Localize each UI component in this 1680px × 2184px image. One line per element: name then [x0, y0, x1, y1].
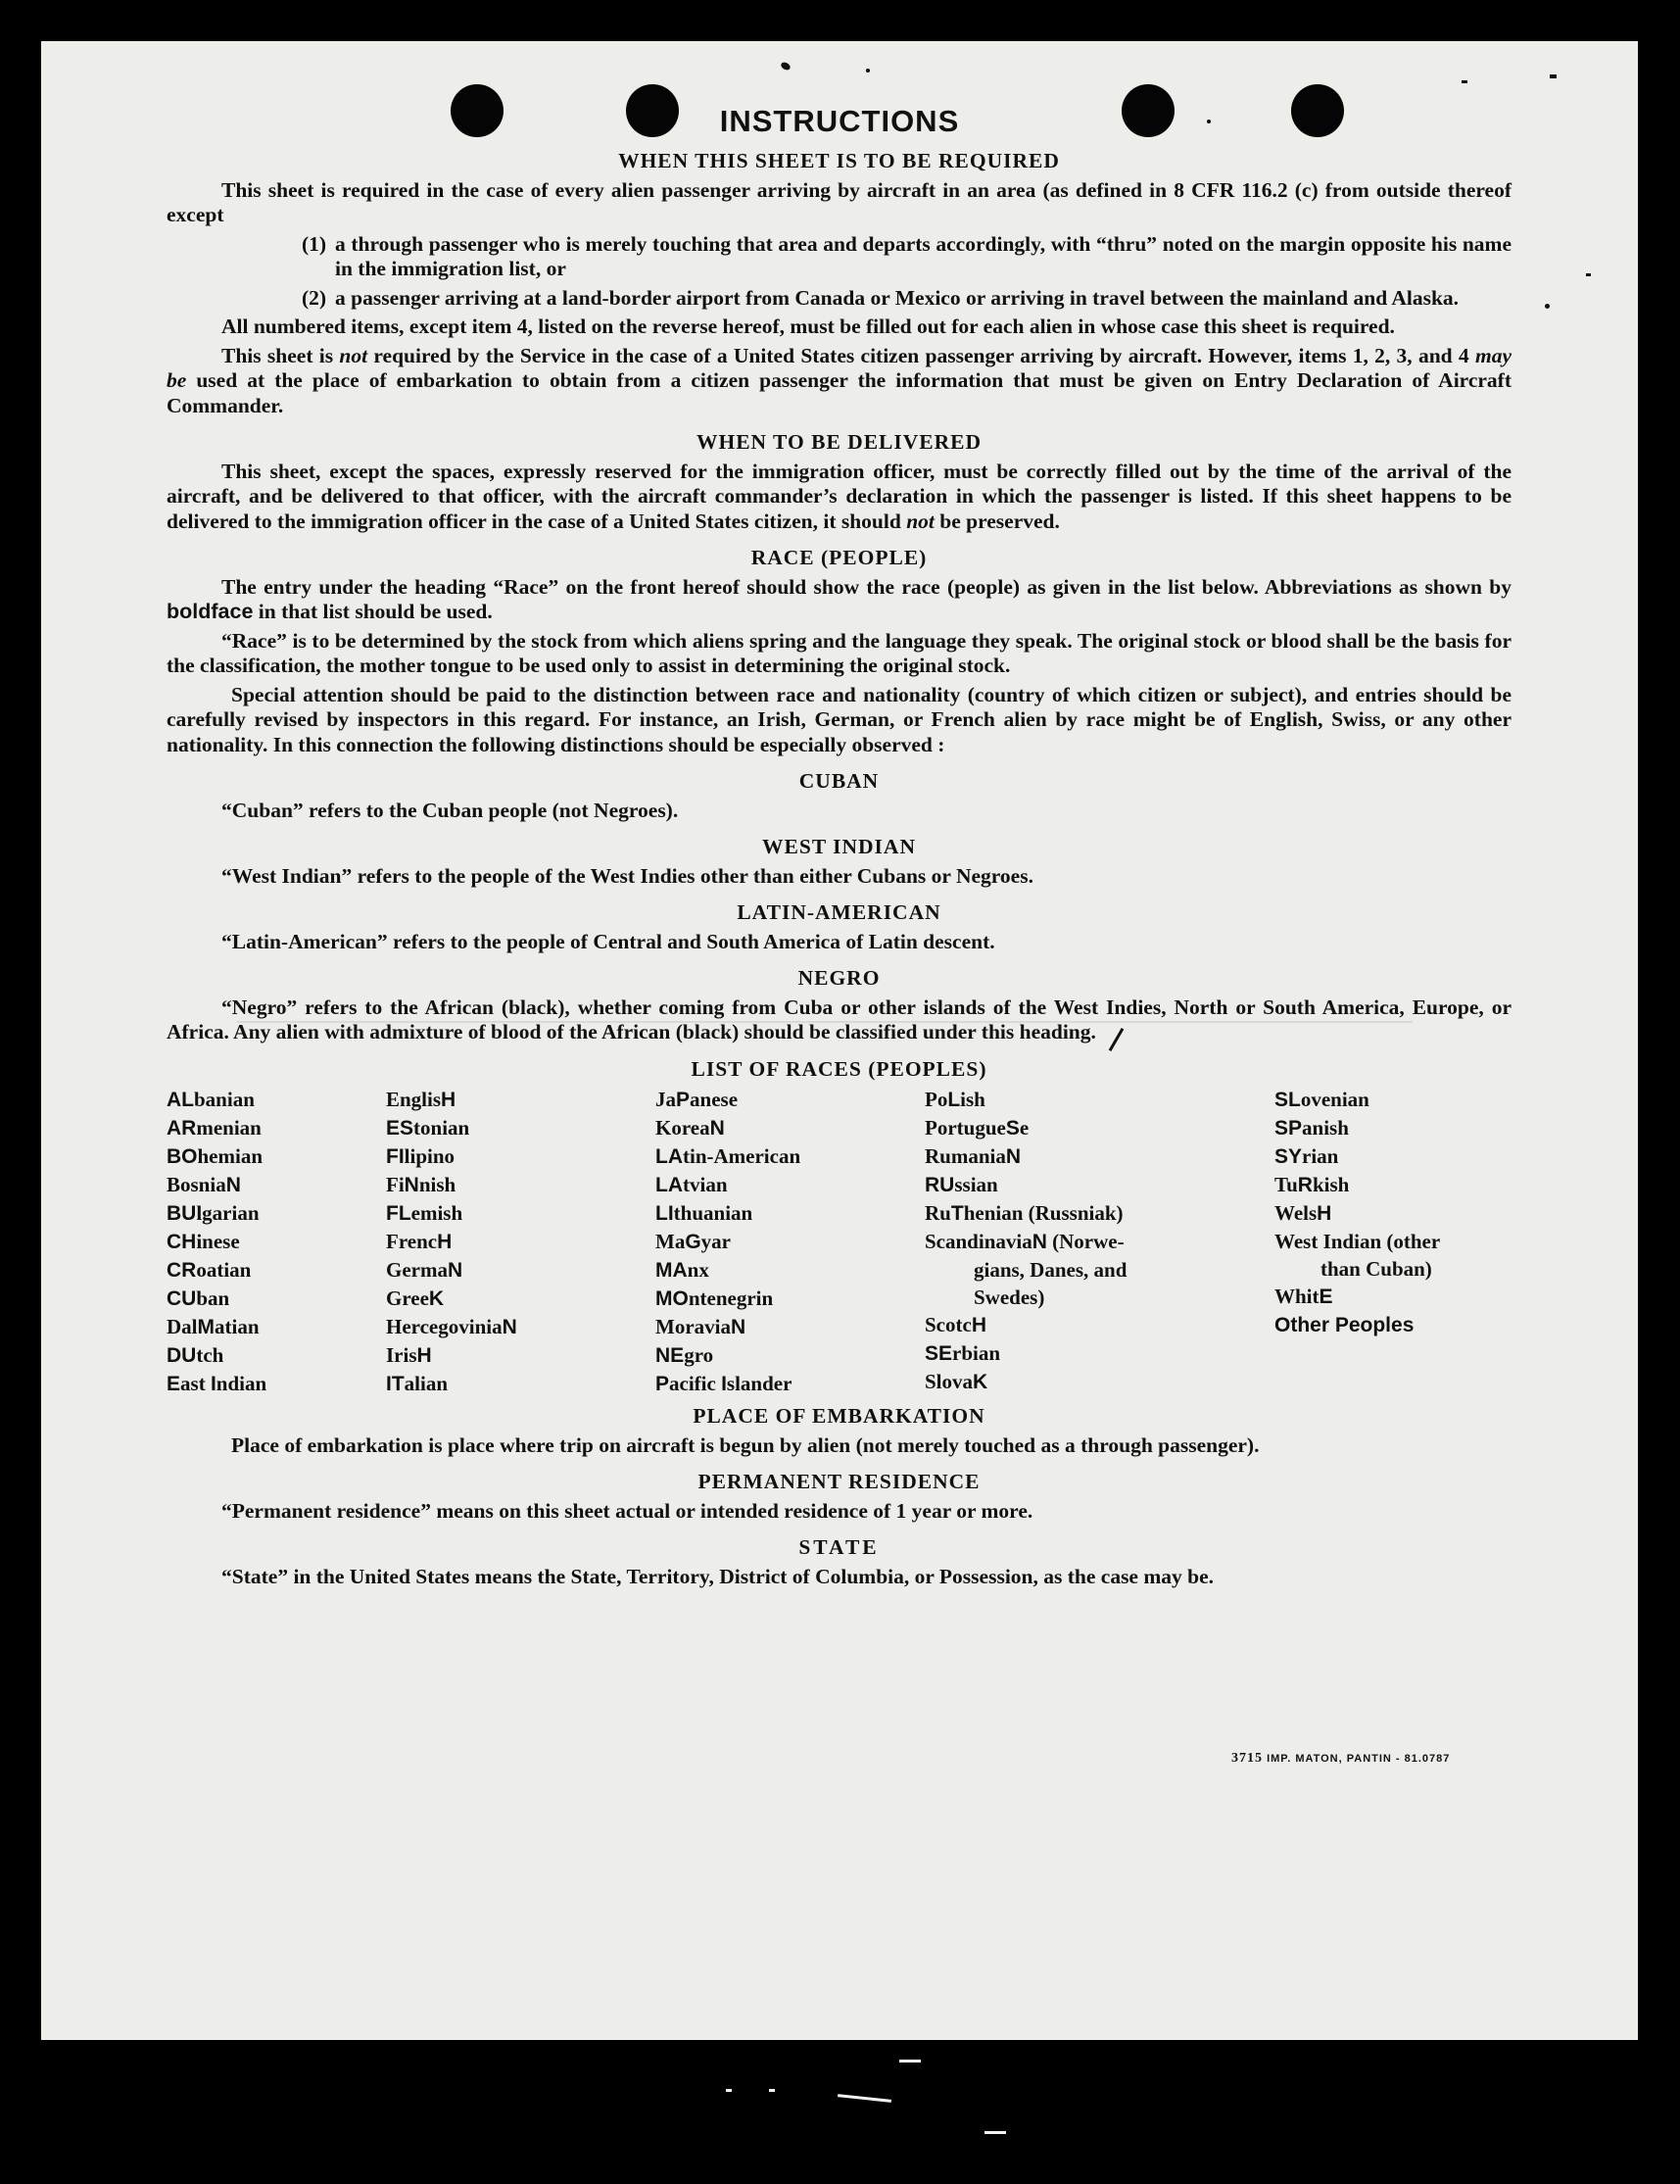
race-abbrev: N — [404, 1174, 419, 1196]
race-text: Scotc — [925, 1313, 972, 1336]
race-entry — [655, 1313, 925, 1341]
races-column-2 — [386, 1086, 655, 1398]
race-entry — [925, 1256, 1274, 1284]
race-text: slander — [726, 1372, 792, 1395]
race-text: Korea — [655, 1116, 710, 1140]
race-abbrev: R — [1297, 1174, 1313, 1196]
race-text: West Indian (other — [1274, 1230, 1441, 1253]
printer-imprint — [1231, 1751, 1450, 1767]
race-abbrev: H — [1317, 1202, 1332, 1225]
race-text: ntenegrin — [688, 1286, 774, 1310]
race-entry — [1274, 1283, 1512, 1311]
heading-negro: NEGRO — [797, 966, 881, 990]
state-definition: “State” in the United States means the State, Territory, District of Columbia, or Possession, as the case may be. — [221, 1564, 1215, 1588]
race-text: Moravia — [655, 1315, 731, 1338]
race-entry — [655, 1228, 925, 1256]
exception-item — [167, 286, 1512, 312]
race-abbrev: LI — [655, 1202, 674, 1225]
race-entry — [655, 1341, 925, 1370]
race-abbrev: M — [197, 1316, 215, 1338]
race-abbrev: T — [950, 1202, 964, 1225]
races-column-1 — [167, 1086, 386, 1398]
race-paragraph-3: Special attention should be paid to the distinction between race and nationality (country of which citizen or subject), and entries should be carefully revised by inspectors in this regard. For instance, an Irish, German, or French alien by race might be of English, Swiss, or any other nationality. In this connection the following distinctions should be especially observed : — [167, 682, 1512, 756]
race-abbrev: SL — [1274, 1089, 1301, 1111]
race-text: ssian — [954, 1173, 998, 1196]
race-text: emish — [410, 1201, 463, 1225]
exception-text: a through passenger who is merely touching that area and departs accordingly, with “thru” noted on the margin opposite his name in the immigration list, or — [335, 231, 1512, 280]
race-text: alian — [404, 1372, 449, 1395]
scan-speck — [866, 69, 870, 73]
scan-artifact — [726, 2089, 732, 2092]
race-text: Gree — [386, 1286, 429, 1310]
race-text: ish — [960, 1088, 985, 1111]
race-abbrev: N — [1032, 1231, 1047, 1253]
race-entry — [655, 1285, 925, 1313]
race-abbrev: H — [416, 1344, 432, 1367]
race-text: rbian — [952, 1341, 1001, 1365]
race-text: Portugue — [925, 1116, 1006, 1140]
race-entry — [167, 1142, 386, 1171]
race-entry — [167, 1285, 386, 1313]
race-text: inese — [196, 1230, 240, 1253]
emphasis-not: not — [339, 343, 368, 367]
race-entry — [1274, 1086, 1512, 1114]
race-entry — [386, 1228, 655, 1256]
race-entry — [167, 1199, 386, 1228]
race-entry — [655, 1370, 925, 1398]
heading-race: RACE (PEOPLE) — [750, 546, 928, 569]
race-text: Bosnia — [167, 1173, 226, 1196]
race-text: ovenian — [1300, 1088, 1369, 1111]
race-abbrev: N — [502, 1316, 517, 1338]
race-entry — [386, 1256, 655, 1285]
race-text: Rumania — [925, 1144, 1006, 1168]
heading-when-required: WHEN THIS SHEET IS TO BE REQUIRED — [618, 149, 1060, 172]
race-abbrev: I — [210, 1373, 216, 1395]
race-text: anese — [690, 1088, 739, 1111]
race-abbrev: SP — [1274, 1117, 1303, 1140]
heading-state: STATE — [798, 1535, 880, 1559]
race-text: tch — [196, 1343, 224, 1367]
race-text: tvian — [683, 1173, 728, 1196]
race-text: Wels — [1274, 1201, 1318, 1225]
race-abbrev: I — [721, 1373, 727, 1395]
race-abbrev: E — [1319, 1286, 1333, 1308]
race-entry — [167, 1370, 386, 1398]
printer-name: IMP. MATON, PANTIN - 81.0787 — [1267, 1753, 1451, 1765]
race-text: menian — [196, 1116, 262, 1140]
race-entry — [386, 1086, 655, 1114]
race-entry — [925, 1228, 1274, 1256]
scan-artifact — [899, 2060, 921, 2063]
race-text: henian (Russniak) — [963, 1201, 1124, 1225]
race-text: Po — [925, 1088, 948, 1111]
race-text: Ru — [925, 1201, 951, 1225]
race-text: Frenc — [386, 1230, 438, 1253]
instructions-body — [167, 149, 1512, 1589]
race-text: rian — [1302, 1144, 1339, 1168]
race-entry — [167, 1341, 386, 1370]
race-text: nish — [418, 1173, 456, 1196]
race-text: Scandinavia — [925, 1230, 1032, 1253]
boldface-word: boldface — [167, 600, 254, 623]
race-text: nx — [687, 1258, 709, 1282]
race-abbrev: AL — [167, 1089, 194, 1111]
scan-speck — [1462, 80, 1467, 83]
race-abbrev: Other Peoples — [1274, 1314, 1415, 1336]
race-abbrev: LA — [655, 1174, 683, 1196]
race-abbrev: E — [167, 1373, 181, 1395]
race-entry — [655, 1086, 925, 1114]
race-entry — [925, 1086, 1274, 1114]
exception-item — [167, 232, 1512, 282]
race-text: gians, Danes, and — [974, 1258, 1128, 1282]
race-abbrev: LA — [655, 1145, 683, 1168]
scan-speck — [780, 61, 792, 72]
race-entry — [167, 1114, 386, 1142]
races-list — [167, 1086, 1512, 1398]
race-abbrev: P — [655, 1373, 670, 1395]
race-entry — [655, 1171, 925, 1199]
heading-place-of-embarkation: PLACE OF EMBARKATION — [693, 1404, 985, 1428]
scan-speck — [1586, 273, 1591, 276]
race-entry — [1274, 1142, 1512, 1171]
race-abbrev: K — [428, 1287, 445, 1310]
heading-list-of-races: LIST OF RACES (PEOPLES) — [691, 1056, 987, 1081]
race-text: banian — [194, 1088, 255, 1111]
race-text: (Norwe- — [1046, 1230, 1125, 1253]
heading-latin-american: LATIN-AMERICAN — [737, 900, 941, 924]
race-abbrev: N — [225, 1174, 241, 1196]
negro-definition: “Negro” refers to the African (black), whether coming from Cuba or other islands of the West Indies, North or South America, Europe, or Africa. Any alien with admixture of blood of the African (black) should be classified under this heading. — [167, 995, 1512, 1043]
race-entry — [386, 1370, 655, 1398]
race-text: Germa — [386, 1258, 448, 1282]
scan-artifact — [838, 2094, 891, 2103]
race-abbrev: CR — [167, 1259, 197, 1282]
race-entry — [386, 1171, 655, 1199]
race-abbrev: MO — [655, 1287, 689, 1310]
race-entry — [655, 1142, 925, 1171]
race-abbrev: IT — [386, 1373, 405, 1395]
race-entry — [1274, 1228, 1512, 1255]
race-abbrev: S — [1005, 1117, 1020, 1140]
race-text: acific — [669, 1372, 722, 1395]
race-entry — [386, 1285, 655, 1313]
race-text: tin-American — [683, 1144, 801, 1168]
race-abbrev: N — [447, 1259, 463, 1282]
race-text: Swedes) — [974, 1286, 1045, 1309]
race-entry — [1274, 1311, 1512, 1339]
heading-west-indian: WEST INDIAN — [762, 835, 916, 858]
race-entry — [925, 1311, 1274, 1339]
race-text: Dal — [167, 1315, 198, 1338]
race-abbrev: G — [685, 1231, 701, 1253]
race-entry — [655, 1199, 925, 1228]
race-entry — [655, 1114, 925, 1142]
race-entry — [386, 1199, 655, 1228]
race-abbrev: N — [1005, 1145, 1022, 1168]
race-abbrev: BO — [167, 1145, 198, 1168]
race-abbrev: N — [730, 1316, 746, 1338]
race-entry — [386, 1313, 655, 1341]
heading-permanent-residence: PERMANENT RESIDENCE — [697, 1470, 981, 1493]
form-number: 3715 — [1231, 1751, 1263, 1766]
race-text: yar — [700, 1230, 731, 1253]
race-entry — [1274, 1199, 1512, 1228]
emphasis-may-be: may be — [167, 343, 1512, 392]
place-of-embarkation-definition: Place of embarkation is place where trip on aircraft is begun by alien (not merely touched as a through passenger). — [231, 1432, 1260, 1457]
race-abbrev: L — [947, 1089, 961, 1111]
race-abbrev: ES — [386, 1117, 414, 1140]
race-text: thuanian — [673, 1201, 753, 1225]
race-abbrev: AR — [167, 1117, 197, 1140]
race-text: Slova — [925, 1370, 974, 1393]
race-entry — [1274, 1114, 1512, 1142]
race-abbrev: SE — [925, 1342, 953, 1365]
race-text: Tu — [1274, 1173, 1298, 1196]
west-indian-definition: “West Indian” refers to the people of the West Indies other than either Cubans or Negroes. — [221, 863, 1033, 888]
race-entry — [167, 1086, 386, 1114]
numbered-items-paragraph: All numbered items, except item 4, listed on the reverse hereof, must be filled out for each alien in whose case this sheet is required. — [221, 315, 1395, 338]
race-abbrev: BU — [167, 1202, 197, 1225]
race-abbrev: FI — [386, 1145, 405, 1168]
race-paragraph-1: The entry under the heading “Race” on the front hereof should show the race (people) as given in the list below. Abbreviations as shown by boldface in that list should be used. — [167, 574, 1512, 623]
race-text: ast — [180, 1372, 211, 1395]
race-text: tonian — [413, 1116, 470, 1140]
race-text: than Cuban) — [1320, 1257, 1432, 1281]
race-paragraph-2: “Race” is to be determined by the stock from which aliens spring and the language they speak. The original stock or blood shall be the basis for the classification, the mother tongue to be used only to assist in determining the original stock. — [167, 628, 1512, 677]
heading-cuban: CUBAN — [798, 769, 880, 793]
race-entry — [925, 1339, 1274, 1368]
exception-number: (2) — [302, 285, 327, 310]
instruction-sheet — [41, 41, 1638, 2040]
races-column-5 — [1274, 1086, 1512, 1398]
race-text: Iris — [386, 1343, 417, 1367]
race-abbrev: DU — [167, 1344, 197, 1367]
race-abbrev: H — [441, 1089, 456, 1111]
race-entry — [1274, 1255, 1512, 1283]
race-abbrev: N — [709, 1117, 725, 1140]
race-entry — [167, 1228, 386, 1256]
race-text: atian — [215, 1315, 260, 1338]
race-entry — [386, 1341, 655, 1370]
race-text: e — [1019, 1116, 1030, 1140]
exception-text: a passenger arriving at a land-border airport from Canada or Mexico or arriving in travel between the mainland and Alaska. — [335, 285, 1460, 310]
race-abbrev: H — [437, 1231, 453, 1253]
races-column-4 — [925, 1086, 1274, 1398]
exception-number: (1) — [302, 231, 327, 256]
race-abbrev: P — [676, 1089, 691, 1111]
race-entry — [925, 1199, 1274, 1228]
race-abbrev: H — [971, 1314, 986, 1336]
race-entry — [167, 1171, 386, 1199]
scan-artifact — [769, 2089, 775, 2092]
race-text: Hercegovinia — [386, 1315, 503, 1338]
race-text: Ma — [655, 1230, 686, 1253]
race-text: lipino — [404, 1144, 456, 1168]
latin-american-definition: “Latin-American” refers to the people of Central and South America of Latin descent. — [221, 929, 995, 953]
race-text: anish — [1302, 1116, 1349, 1140]
cuban-definition: “Cuban” refers to the Cuban people (not Negroes). — [221, 798, 679, 822]
race-abbrev: SY — [1274, 1145, 1303, 1168]
emphasis-not: not — [906, 509, 935, 533]
race-entry — [655, 1256, 925, 1285]
race-text: oatian — [196, 1258, 252, 1282]
race-text: Whit — [1274, 1285, 1320, 1308]
scan-artifact — [984, 2131, 1006, 2134]
race-entry — [1274, 1171, 1512, 1199]
races-column-3 — [655, 1086, 925, 1398]
race-entry — [167, 1256, 386, 1285]
delivery-paragraph: This sheet, except the spaces, expressly reserved for the immigration officer, must be correctly filled out by the time of the arrival of the aircraft, and be delivered to that officer, with the aircraft commander’s declaration in which the passenger is listed. If this sheet happens to be delivered to the immigration officer in the case of a United States citizen, it should not be preserved. — [167, 459, 1512, 533]
race-abbrev: K — [973, 1371, 988, 1393]
exception-list — [167, 232, 1512, 312]
race-text: Englis — [386, 1088, 442, 1111]
race-abbrev: CU — [167, 1287, 197, 1310]
race-text: Ja — [655, 1088, 676, 1111]
race-abbrev: NE — [655, 1344, 685, 1367]
page-title: INSTRUCTIONS — [719, 104, 960, 138]
race-text: ban — [196, 1286, 230, 1310]
race-entry — [167, 1313, 386, 1341]
race-abbrev: FL — [386, 1202, 411, 1225]
race-abbrev: RU — [925, 1174, 955, 1196]
race-text: gro — [684, 1343, 714, 1367]
heading-when-delivered: WHEN TO BE DELIVERED — [696, 430, 983, 454]
race-entry — [386, 1142, 655, 1171]
race-entry — [925, 1368, 1274, 1396]
permanent-residence-definition: “Permanent residence” means on this sheet actual or intended residence of 1 year or more. — [221, 1498, 1033, 1523]
race-text: lgarian — [196, 1201, 260, 1225]
race-entry — [925, 1114, 1274, 1142]
race-entry — [925, 1142, 1274, 1171]
scan-speck — [1545, 304, 1550, 309]
race-entry — [925, 1284, 1274, 1311]
race-text: ndian — [216, 1372, 267, 1395]
race-entry — [386, 1114, 655, 1142]
race-text: Fi — [386, 1173, 405, 1196]
citizen-paragraph: This sheet is not required by the Service in the case of a United States citizen passenger arriving by aircraft. However, items 1, 2, 3, and 4 may be used at the place of embarkation to obtain from a citizen passenger the information that must be given on Entry Declaration of Aircraft Commander. — [167, 343, 1512, 417]
race-text: hemian — [197, 1144, 264, 1168]
when-required-intro: This sheet is required in the case of every alien passenger arriving by aircraft in an area (as defined in 8 CFR 116.2 (c) from outside thereof except — [167, 177, 1512, 226]
race-entry — [925, 1171, 1274, 1199]
race-abbrev: MA — [655, 1259, 688, 1282]
race-abbrev: CH — [167, 1231, 197, 1253]
scan-speck — [1550, 74, 1557, 78]
race-text: kish — [1312, 1173, 1350, 1196]
